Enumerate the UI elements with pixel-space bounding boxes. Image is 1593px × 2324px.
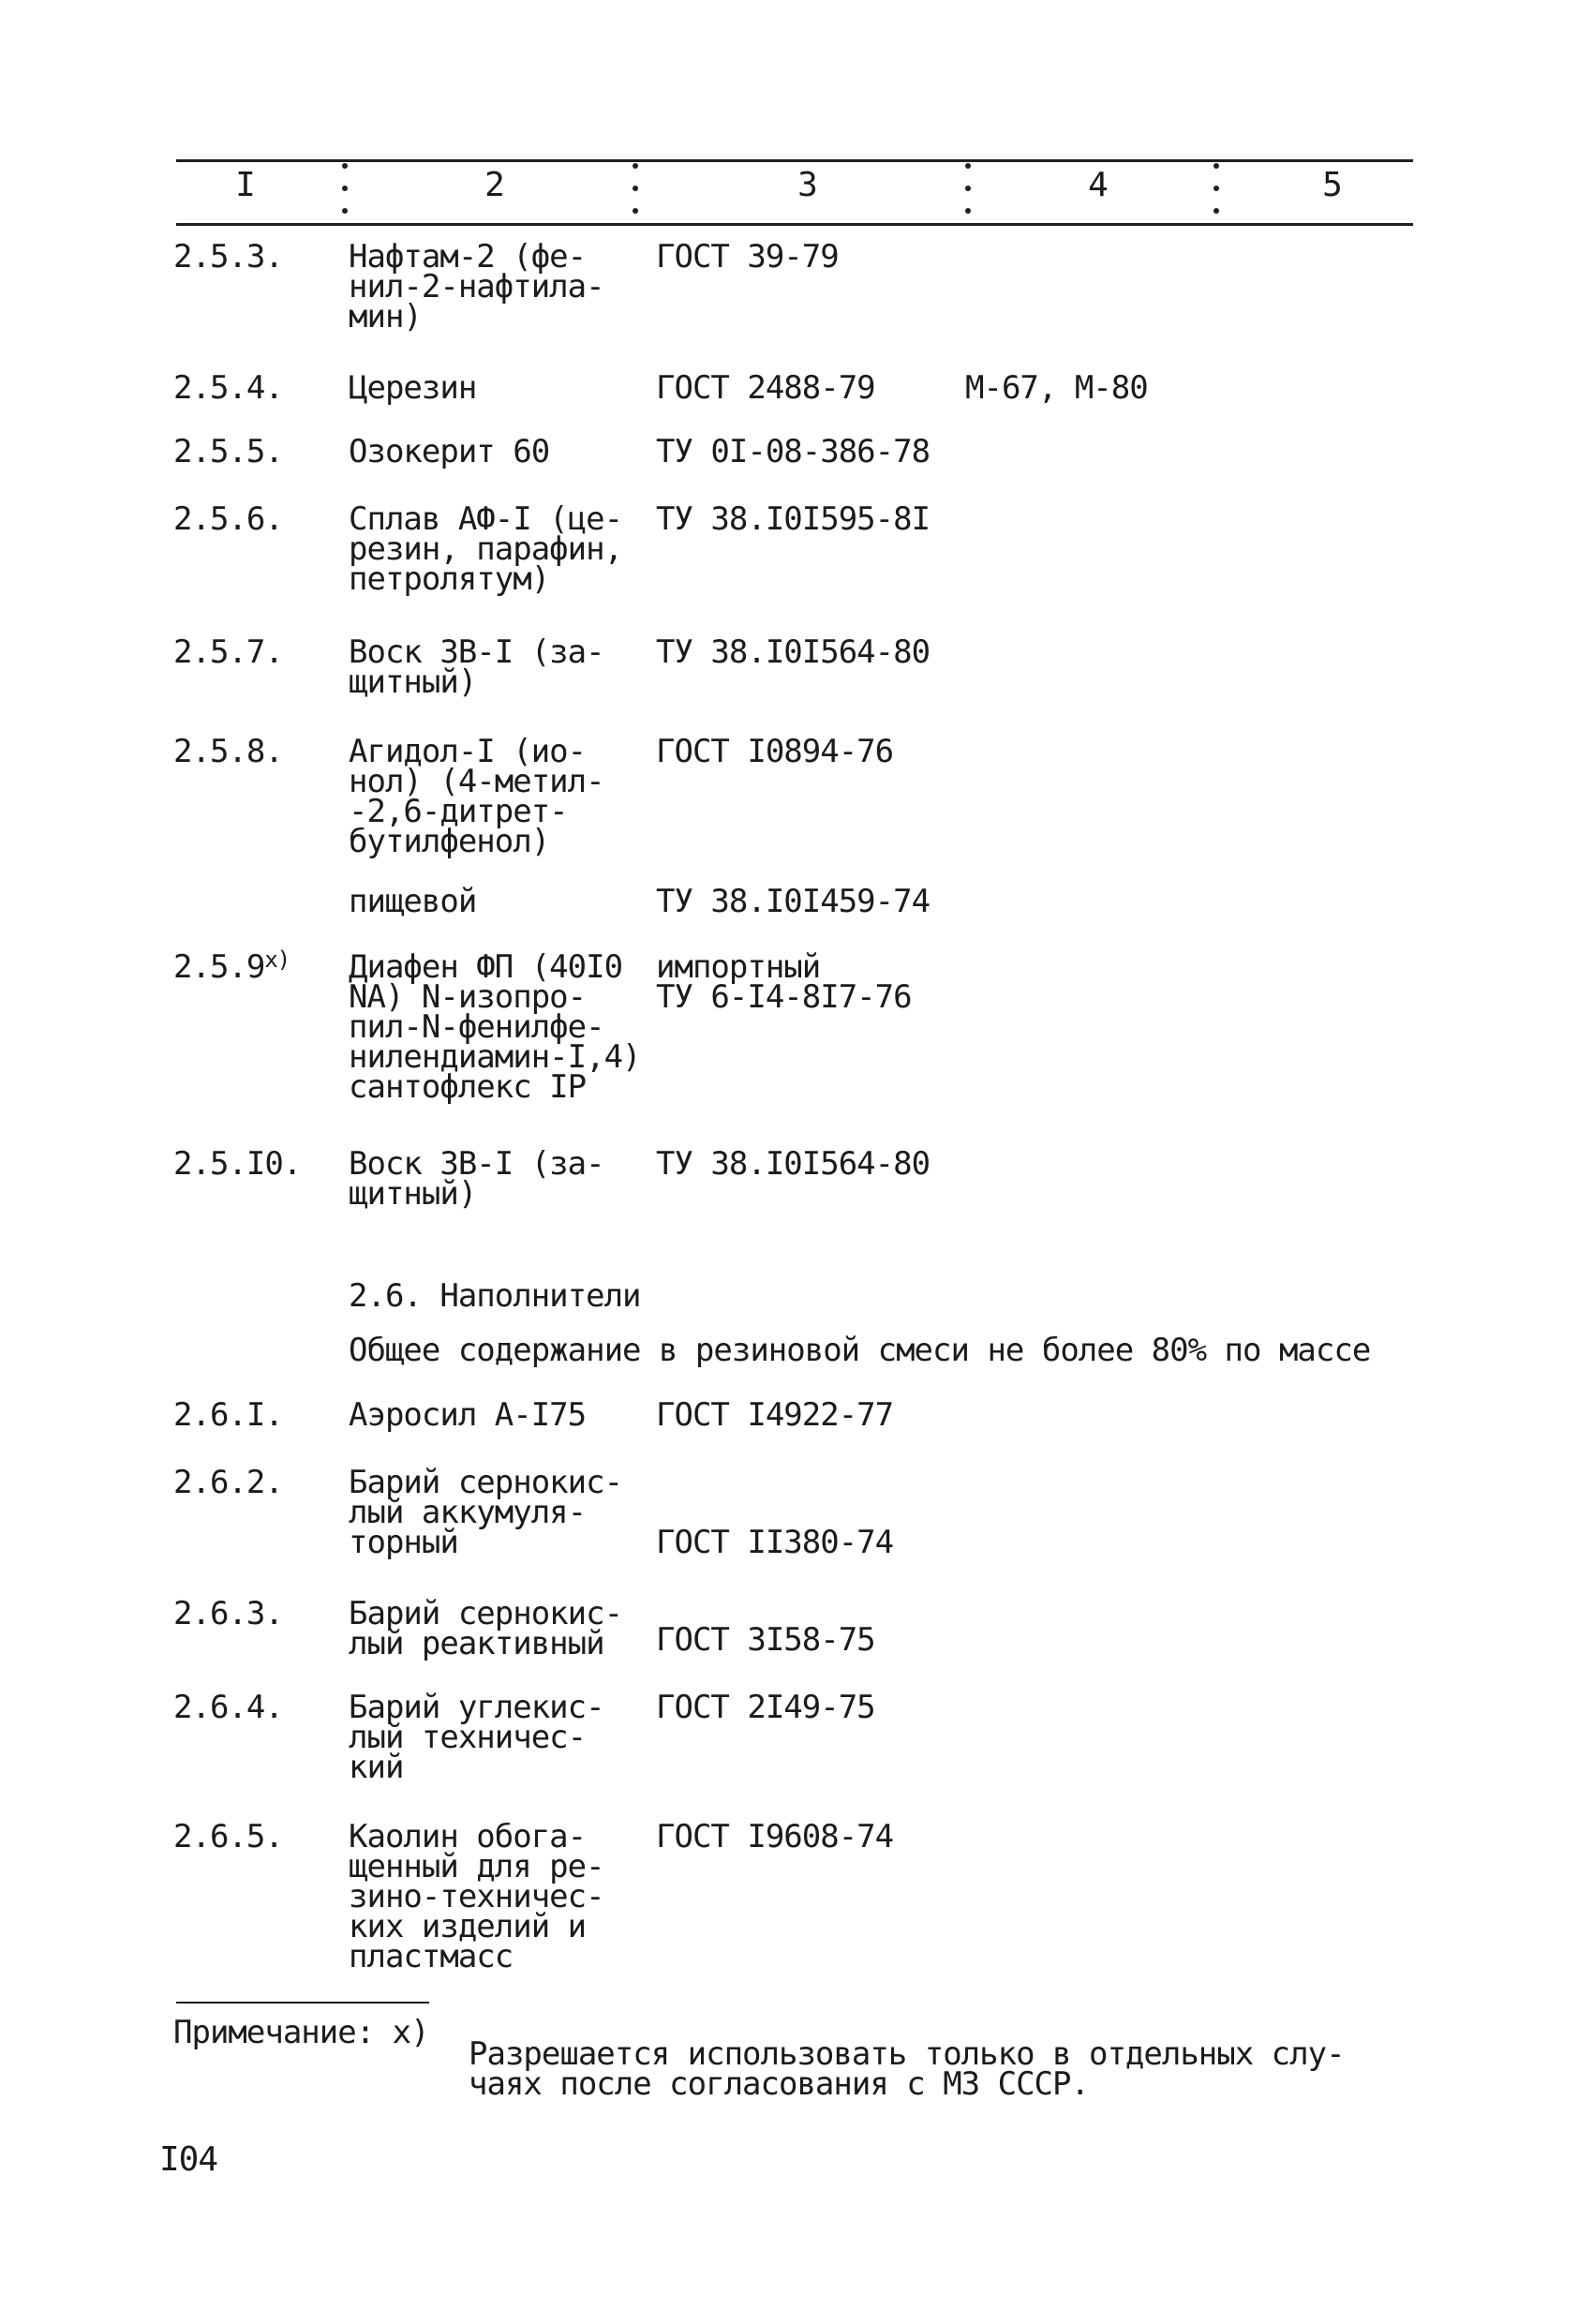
row-standard: импортный ТУ 6-I4-8I7-76 xyxy=(656,948,912,1016)
row-standard: ГОСТ I0894-76 xyxy=(656,733,894,770)
table-header-rule xyxy=(176,223,1413,226)
header-separator-3 xyxy=(963,157,973,223)
header-col-4: 4 xyxy=(1088,166,1109,204)
footnote-rule xyxy=(176,2002,429,2004)
row-name: Каолин обога- щенный для ре- зино-техничес- ких изделий и пластмасс xyxy=(349,1818,604,1975)
row-standard: ТУ 0I-08-386-78 xyxy=(656,433,930,470)
row-standard: ГОСТ 3I58-75 xyxy=(656,1621,875,1659)
row-name: Сплав АФ-I (це- резин, парафин, петролятум) xyxy=(349,500,623,598)
row-standard: ГОСТ I4922-77 xyxy=(656,1396,894,1434)
row-number-text: 2.5.9 xyxy=(173,948,265,986)
header-separator-4 xyxy=(1212,157,1221,223)
footnote-label: Примечание: x) xyxy=(173,2014,429,2051)
row-number: 2.5.6. xyxy=(173,500,283,538)
header-col-1: I xyxy=(235,166,256,204)
section-title: 2.6. Наполнители xyxy=(349,1277,641,1315)
header-separator-2 xyxy=(631,157,640,223)
row-name: Барий сернокис- лый аккумуля- торный xyxy=(349,1464,623,1561)
footnote-text: Разрешается использовать только в отдельных слу- чаях после согласования с МЗ СССР. xyxy=(469,2035,1345,2103)
row-number: 2.6.2. xyxy=(173,1464,283,1501)
row-standard: ТУ 38.I0I564-80 xyxy=(656,633,930,671)
row-name: Воск ЗВ-I (за- щитный) xyxy=(349,1145,604,1213)
header-col-2: 2 xyxy=(484,166,505,204)
row-standard: ГОСТ I9608-74 xyxy=(656,1818,894,1855)
header-col-3: 3 xyxy=(797,166,818,204)
row-name: Агидол-I (ио- нол) (4-метил- -2,6-дитрет- бутилфенол) xyxy=(349,733,604,860)
row-number: 2.6.4. xyxy=(173,1689,283,1726)
row-name: Озокерит 60 xyxy=(349,433,550,470)
header-col-5: 5 xyxy=(1322,166,1343,204)
row-variant-standard: ТУ 38.I0I459-74 xyxy=(656,883,930,920)
table-top-rule xyxy=(176,159,1413,162)
row-number: 2.5.7. xyxy=(173,633,283,671)
row-standard: ТУ 38.I0I564-80 xyxy=(656,1145,930,1183)
row-name: Воск ЗВ-I (за- щитный) xyxy=(349,633,604,701)
footnote-marker: x) xyxy=(264,946,290,973)
row-number: 2.5.5. xyxy=(173,433,283,470)
row-standard: ТУ 38.I0I595-8I xyxy=(656,500,930,538)
header-separator-1 xyxy=(340,157,350,223)
row-standard: ГОСТ II380-74 xyxy=(656,1524,894,1561)
row-grade: М-67, М-80 xyxy=(965,369,1148,407)
row-standard: ГОСТ 39-79 xyxy=(656,238,839,276)
row-number: 2.6.I. xyxy=(173,1396,283,1434)
section-note: Общее содержание в резиновой смеси не более 80% по массе xyxy=(349,1332,1371,1369)
row-standard: ГОСТ 2I49-75 xyxy=(656,1689,875,1726)
row-name: Аэросил А-I75 xyxy=(349,1396,587,1434)
row-number: 2.5.8. xyxy=(173,733,283,770)
page-number: I04 xyxy=(159,2140,218,2179)
row-name: Диафен ФП (40I0 NA) N-изопро- пил-N-фенилфе- нилендиамин-I,4) сантофлекс IP xyxy=(349,948,641,1106)
row-name: Церезин xyxy=(349,369,477,407)
row-number: 2.6.3. xyxy=(173,1595,283,1632)
row-variant-name: пищевой xyxy=(349,883,477,920)
row-name: Нафтам-2 (фе- нил-2-нафтила- мин) xyxy=(349,238,604,335)
row-name: Барий сернокис- лый реактивный xyxy=(349,1595,623,1662)
row-number: 2.5.I0. xyxy=(173,1145,302,1183)
row-standard: ГОСТ 2488-79 xyxy=(656,369,875,407)
row-name: Барий углекис- лый техничес- кий xyxy=(349,1689,604,1786)
row-number xyxy=(173,946,290,986)
row-number: 2.5.4. xyxy=(173,369,283,407)
row-number: 2.5.3. xyxy=(173,238,283,276)
row-number: 2.6.5. xyxy=(173,1818,283,1855)
